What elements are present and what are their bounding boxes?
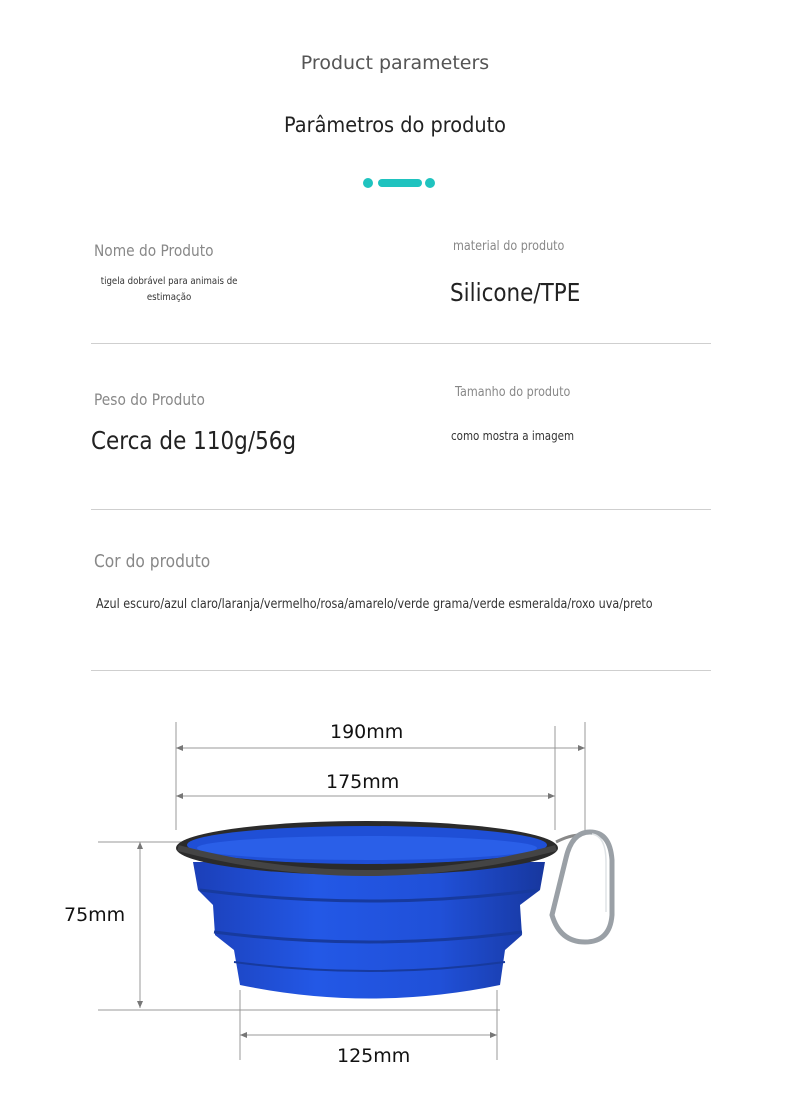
dimension-bottom: 125mm xyxy=(337,1045,411,1067)
color-value: Azul escuro/azul claro/laranja/vermelho/rosa/amarelo/verde grama/verde esmeralda/roxo uva/preto xyxy=(96,597,653,612)
size-value: como mostra a imagem xyxy=(451,429,575,443)
title-portuguese: Parâmetros do produto xyxy=(284,113,506,137)
dimension-height: 75mm xyxy=(64,904,126,926)
carabiner-icon xyxy=(552,832,612,942)
dimension-top-inner: 175mm xyxy=(326,771,400,793)
size-label: Tamanho do produto xyxy=(455,385,571,400)
dimension-top-outer: 190mm xyxy=(330,721,404,743)
weight-value: Cerca de 110g/56g xyxy=(91,426,297,455)
material-value: Silicone/TPE xyxy=(450,278,581,307)
title-english: Product parameters xyxy=(300,52,490,74)
bowl-icon xyxy=(176,821,558,999)
color-label: Cor do produto xyxy=(94,551,211,572)
product-name-value: tigela dobrável para animais de estimação xyxy=(100,276,238,303)
weight-label: Peso do Produto xyxy=(94,390,205,409)
material-label: material do produto xyxy=(453,239,565,254)
product-name-label: Nome do Produto xyxy=(94,241,214,260)
